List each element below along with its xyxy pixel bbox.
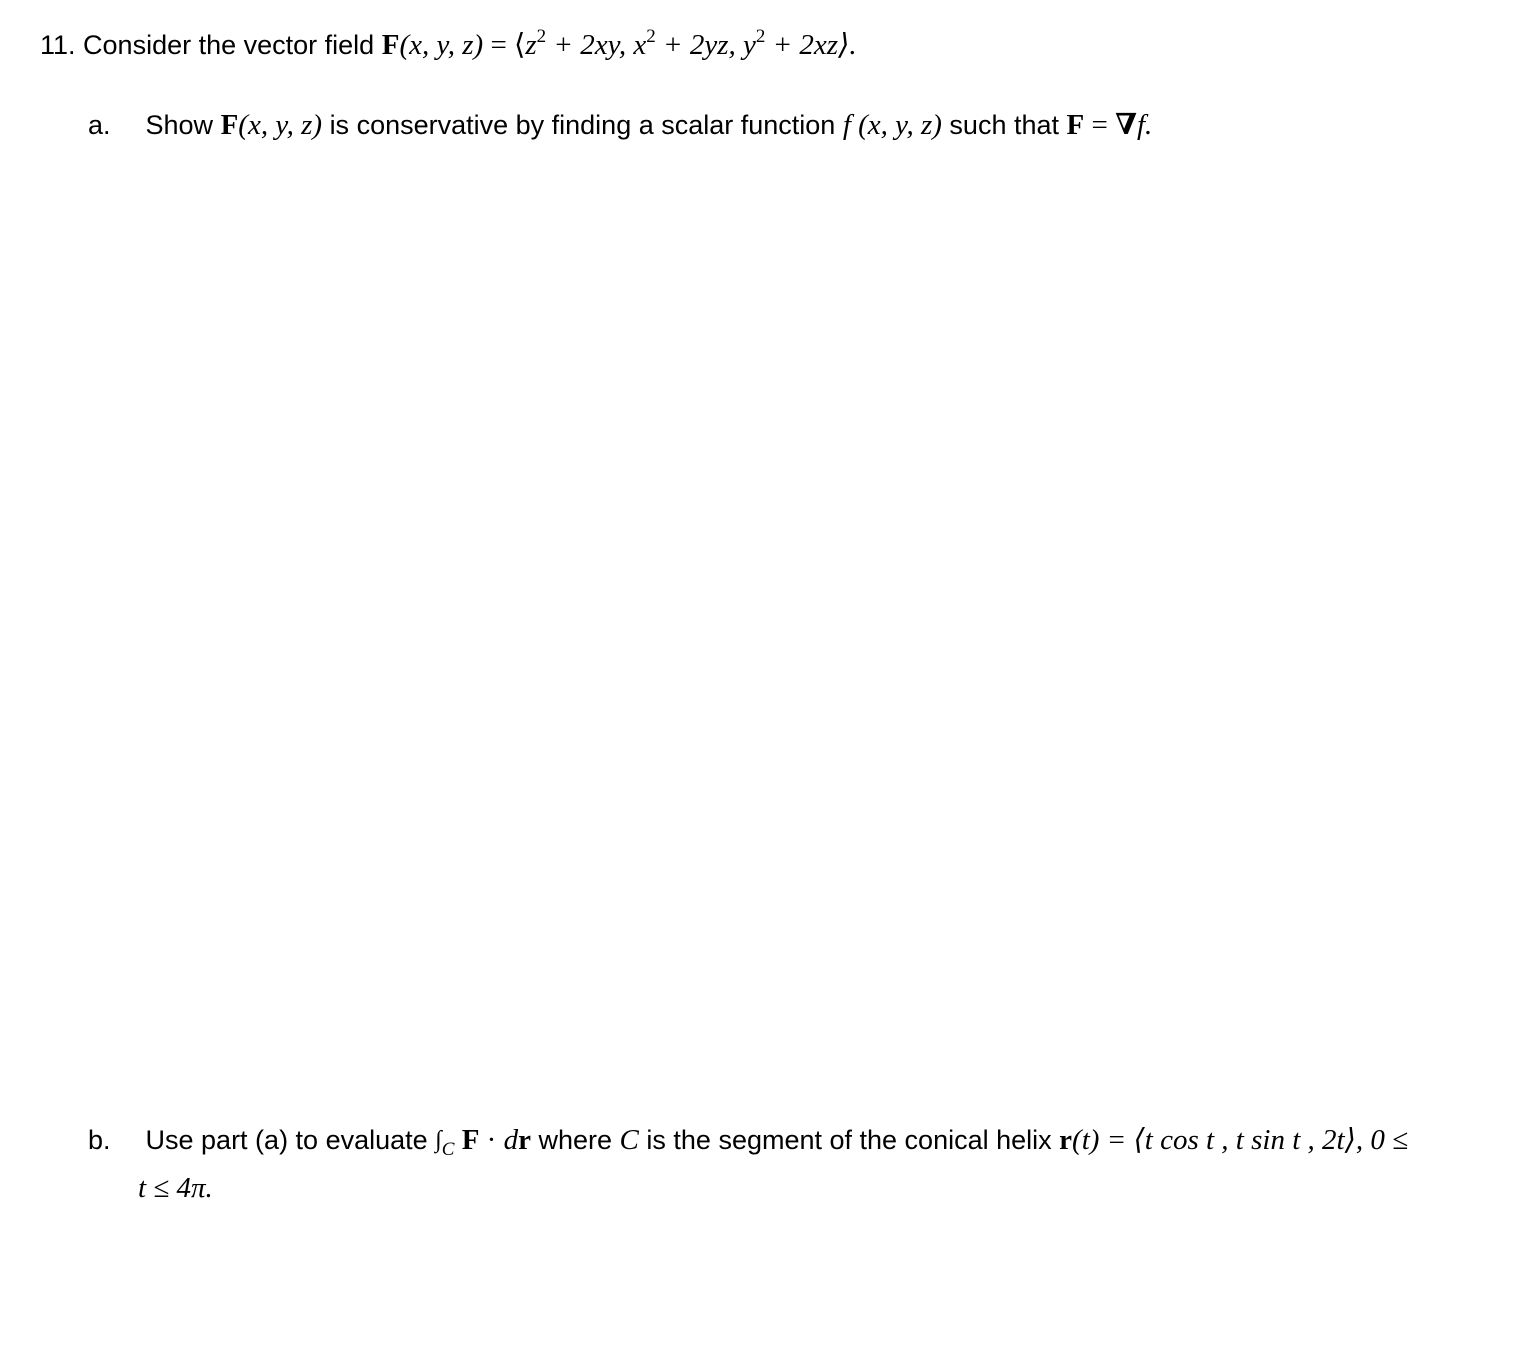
part-a-text-3: such that bbox=[949, 110, 1059, 140]
line-integral: $\int_C$ F · dr bbox=[435, 1124, 531, 1160]
parameter-range: t ≤ 4π. bbox=[138, 1172, 213, 1204]
problem-number: 11. bbox=[40, 30, 76, 60]
part-a-label: a. bbox=[88, 110, 111, 140]
gradient-equation: F = ∇f. bbox=[1066, 109, 1153, 141]
part-b-text-1: Use part (a) to evaluate bbox=[145, 1125, 428, 1155]
part-b-question bbox=[88, 1120, 1408, 1160]
vector-field-definition: F(x, y, $z) = ⟨z^2 + 2xy$, $x^2 + 2yz$, $y^2$ + 2xz⟩. bbox=[381, 26, 857, 61]
part-a-answer-space[interactable] bbox=[88, 160, 1488, 1090]
part-b-text-3: is the segment of the conical helix bbox=[646, 1125, 1052, 1155]
part-a-question: a. Show F(x, y, z) is conservative by finding a scalar function f (x, y, z) such that F = ∇f. bbox=[88, 105, 1152, 145]
problem-statement bbox=[40, 25, 857, 65]
part-b-label: b. bbox=[88, 1125, 111, 1155]
part-b-answer-space[interactable] bbox=[88, 1220, 1488, 1330]
problem-intro: Consider the vector field bbox=[83, 30, 375, 60]
curve-name: C bbox=[619, 1124, 639, 1156]
scalar-function: f (x, y, z) bbox=[842, 109, 942, 141]
helix-parametrization: r(t) = ⟨t cos t , t sin t , 2t⟩, 0 ≤ bbox=[1059, 1124, 1409, 1156]
part-b-text-2: where bbox=[538, 1125, 613, 1155]
part-a-text-2: is conservative by finding a scalar function bbox=[329, 110, 836, 140]
part-a-text-1: Show bbox=[145, 110, 214, 140]
